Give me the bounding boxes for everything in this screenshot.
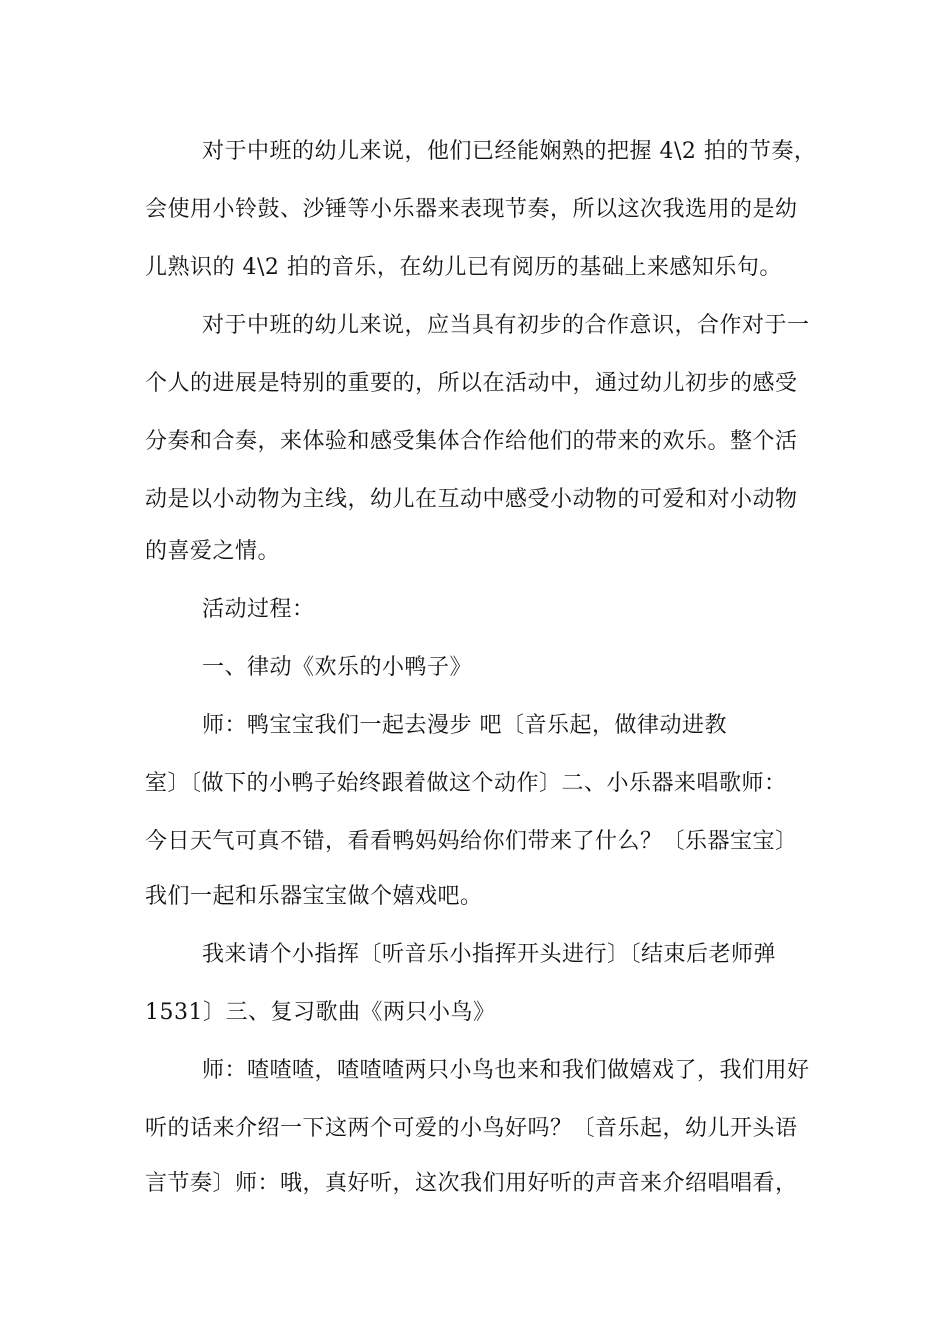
text-line: 个人的进展是特别的重要的，所以在活动中，通过幼儿初步的感受 [145,371,798,396]
subsection-heading: 一、律动《欢乐的小鸭子》 [202,655,473,680]
text-line: 对于中班的幼儿来说，他们已经能娴熟的把握 4\2 拍的节奏， [202,139,817,164]
text-line: 分奏和合奏，来体验和感受集体合作给他们的带来的欢乐。整个活 [145,429,798,454]
text-line: 动是以小动物为主线，幼儿在互动中感受小动物的可爱和对小动物 [145,487,798,512]
text-line: 对于中班的幼儿来说，应当具有初步的合作意识，合作对于一 [202,313,810,338]
text-line: 儿熟识的 4\2 拍的音乐，在幼儿已有阅历的基础上来感知乐句。 [145,255,782,280]
text-line: 师：鸭宝宝我们一起去漫步 吧〔音乐起，做律动进教 [202,713,727,738]
text-line: 听的话来介绍一下这两个可爱的小鸟好吗？〔音乐起，幼儿开头语 [145,1116,798,1141]
text-line: 言节奏〕师：哦，真好听，这次我们用好听的声音来介绍唱唱看， [145,1171,798,1196]
section-heading: 活动过程： [202,597,315,622]
text-line: 的喜爱之情。 [145,539,281,564]
text-line: 会使用小铃鼓、沙锤等小乐器来表现节奏，所以这次我选用的是幼 [145,197,798,222]
text-line: 室〕〔做下的小鸭子始终跟着做这个动作〕二、小乐器来唱歌师： [145,771,787,796]
text-line: 1531〕三、复习歌曲《两只小鸟》 [145,1000,496,1025]
text-line: 我来请个小指挥〔听音乐小指挥开头进行〕〔结束后老师弹 [202,942,777,967]
text-line: 今日天气可真不错，看看鸭妈妈给你们带来了什么？〔乐器宝宝〕 [145,829,798,854]
text-line: 师：喳喳喳，喳喳喳两只小鸟也来和我们做嬉戏了，我们用好 [202,1058,810,1083]
text-line: 我们一起和乐器宝宝做个嬉戏吧。 [145,884,483,909]
